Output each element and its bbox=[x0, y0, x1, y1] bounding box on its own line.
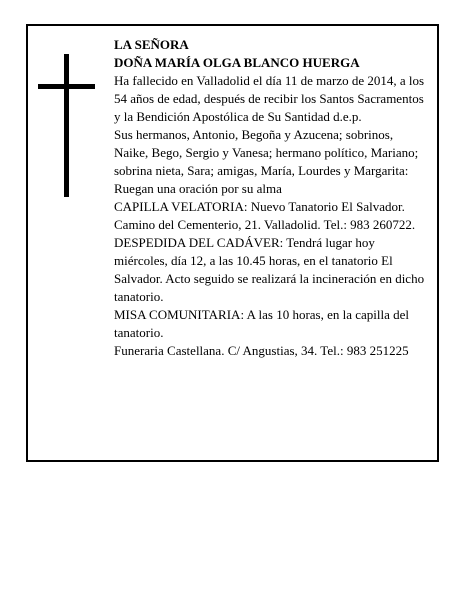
family-list: Sus hermanos, Antonio, Begoña y Azucena; sobrinos, Naike, Bego, Sergio y Vanesa; hermano político, Mariano; sobrina nieta, Sara; amigas, María, Lourdes y Margarita: bbox=[114, 127, 419, 178]
obituary-title: LA SEÑORA bbox=[114, 37, 189, 52]
wake-chapel: CAPILLA VELATORIA: Nuevo Tanatorio El Salvador. Camino del Cementerio, 21. Valladolid. Tel.: 983 260722. bbox=[114, 199, 416, 232]
farewell-service: DESPEDIDA DEL CADÁVER: Tendrá lugar hoy miércoles, día 12, a las 10.45 horas, en el tanatorio El Salvador. Acto seguido se realizará la incineración en dicho tanatorio. bbox=[114, 235, 425, 304]
cross-icon bbox=[64, 54, 69, 197]
prayer-request: Ruegan una oración por su alma bbox=[114, 181, 282, 196]
funeral-home: Funeraria Castellana. C/ Angustias, 34. Tel.: 983 251225 bbox=[114, 343, 409, 358]
deceased-name: DOÑA MARÍA OLGA BLANCO HUERGA bbox=[114, 55, 360, 70]
death-notice: Ha fallecido en Valladolid el día 11 de marzo de 2014, a los 54 años de edad, después de recibir los Santos Sacramentos y la Bendición Apostólica de Su Santidad d.e.p. bbox=[114, 73, 425, 124]
obituary-text bbox=[114, 36, 426, 360]
community-mass: MISA COMUNITARIA: A las 10 horas, en la capilla del tanatorio. bbox=[114, 307, 410, 340]
cross-icon-crossbar bbox=[38, 84, 95, 89]
